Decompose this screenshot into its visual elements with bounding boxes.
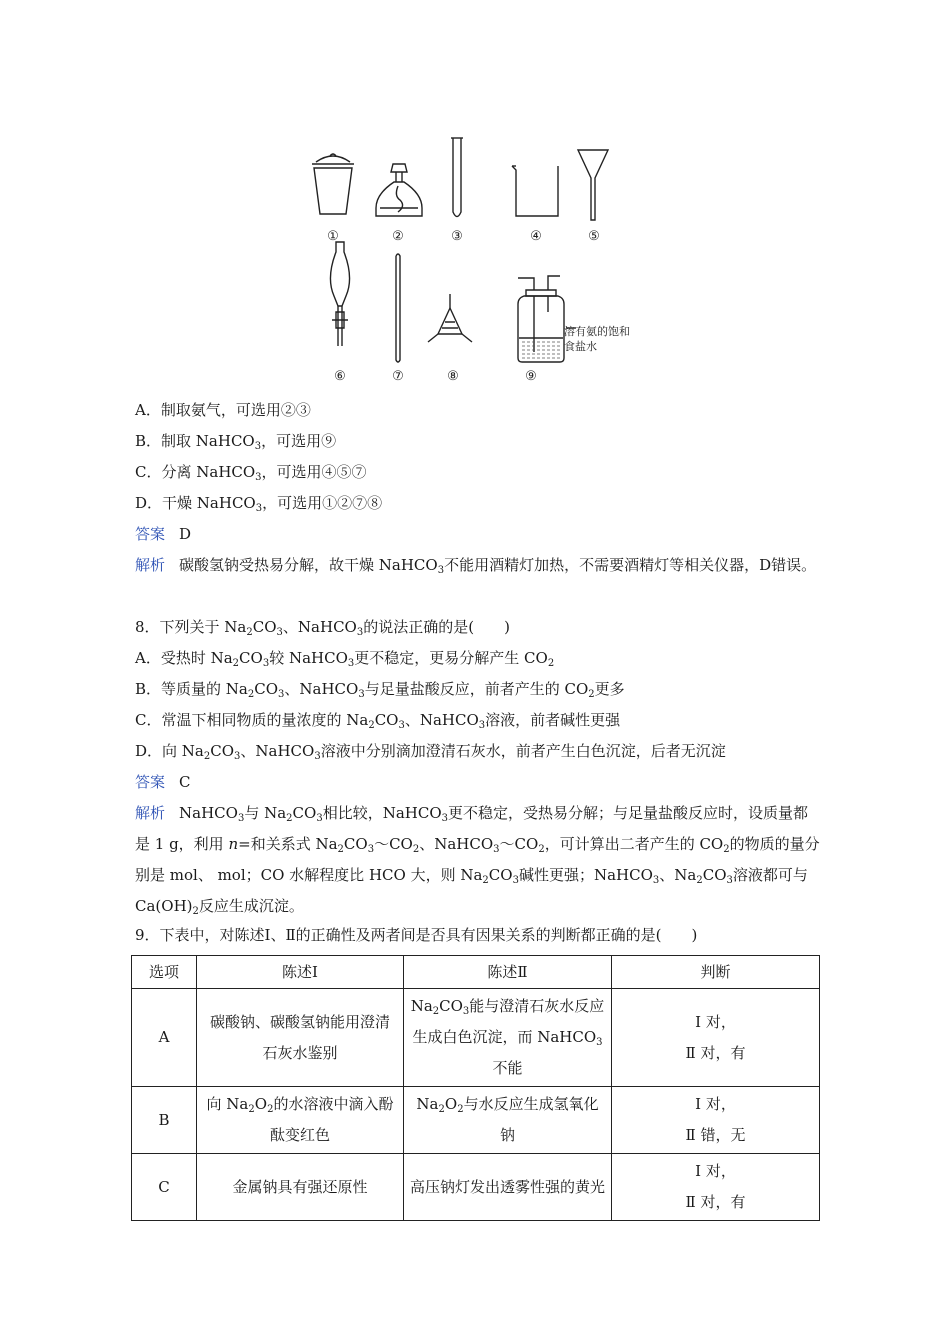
- table-row: [132, 989, 820, 1087]
- q8-d-3: 、NaHCO: [240, 742, 315, 760]
- q9-stem-text: 9．下表中，对陈述Ⅰ、Ⅱ的正确性及两者间是否具有因果关系的判断都正确的是( ): [135, 926, 698, 944]
- q8-an-p13: 的物质的量分别是 mol、 mol；CO 水解程度比 HCO 大，则 Na: [135, 835, 820, 884]
- table-row: [132, 1087, 820, 1154]
- q7-analysis-t1: 碳酸氢钠受热易分解，故干燥 NaHCO: [179, 556, 438, 574]
- q8-an-p9: ～CO: [374, 835, 413, 853]
- cell-text: 与水反应生成氢氧化钠: [463, 1095, 599, 1144]
- q8-b-4: 与足量盐酸反应，前者产生的 CO: [364, 680, 589, 698]
- header-statement-2: 陈述Ⅱ: [404, 956, 612, 989]
- q8-stem: 8．下列关于 $Na_2CO_3$、NaHCO$_3$的说法正确的是( ): [135, 618, 510, 638]
- answer-tag: 答案: [135, 773, 166, 791]
- q7-b-pre: B．制取 NaHCO: [135, 432, 255, 450]
- bottle-caption-1: 溶有氨的饱和: [564, 325, 630, 338]
- q8-an-p5: 更不稳定，受热易分解；与足量盐酸反应时，设质量都是 1 g，利用: [135, 804, 809, 853]
- q8-an-p19: 反应生成沉淀。: [198, 897, 304, 915]
- q7-answer: [135, 524, 825, 544]
- cell-text: O: [444, 1095, 458, 1113]
- cell-text: Na: [410, 997, 433, 1015]
- label-3: ③: [451, 229, 463, 244]
- row-judgement: [612, 1154, 820, 1221]
- clay-triangle: [428, 294, 472, 342]
- answer-value: C: [179, 773, 191, 791]
- q8-a-1: A．受热时 Na: [135, 649, 233, 667]
- q8-a-3: 较 NaHCO: [269, 649, 348, 667]
- table-row: [132, 1154, 820, 1221]
- beaker: [512, 166, 558, 216]
- bottle-caption-2: 食盐水: [564, 340, 597, 353]
- glass-rod: [396, 254, 400, 362]
- header-option: 选项: [132, 956, 197, 989]
- test-tube: [451, 138, 463, 217]
- q8-d-1: D．向 Na: [135, 742, 204, 760]
- row-judgement: [612, 1087, 820, 1154]
- q8-an-p12: ，可计算出二者产生的 CO: [544, 835, 724, 853]
- q8-stem-1: 8．下列关于 Na: [135, 618, 247, 636]
- crucible-with-lid: [312, 154, 354, 214]
- q9-table: [131, 955, 820, 1221]
- row-statement-1: [197, 1154, 404, 1221]
- cell-text: Ⅰ 对，: [695, 1095, 736, 1113]
- q8-b-5: 更多: [594, 680, 625, 698]
- cell-text: Ⅱ 对，有: [685, 1043, 746, 1062]
- q7-analysis: 解析 碳酸氢钠受热易分解，故干燥 NaHCO$_3$不能用酒精灯加热，不需要酒精灯等相关仪器，D错误。: [135, 556, 817, 576]
- label-1: ①: [327, 229, 339, 244]
- label-4: ④: [530, 229, 542, 244]
- header-statement-1: 陈述Ⅰ: [197, 956, 404, 989]
- q7-c-pre: C．分离 NaHCO: [135, 463, 256, 481]
- q9-stem: [135, 925, 825, 945]
- alcohol-lamp: [376, 164, 422, 216]
- label-6: ⑥: [334, 369, 346, 384]
- q8-a-4: 更不稳定，更易分解产生 CO: [354, 649, 548, 667]
- q8-an-p16: 、Na: [659, 866, 697, 884]
- q8-an-p11: ～CO: [499, 835, 539, 853]
- answer-tag: 答案: [135, 525, 166, 543]
- row-option: C: [132, 1154, 197, 1221]
- q8-an-p14: CO: [488, 866, 513, 884]
- label-8: ⑧: [447, 369, 459, 384]
- row-option: A: [132, 989, 197, 1087]
- apparatus-drawing: [290, 128, 670, 390]
- q7-d-pre: D．干燥 NaHCO: [135, 494, 256, 512]
- q7-c-post: ，可选用④⑤⑦: [261, 463, 367, 481]
- label-9: ⑨: [525, 369, 537, 384]
- q8-b-2: CO: [254, 680, 279, 698]
- label-7: ⑦: [392, 369, 404, 384]
- q7-option-c: C．分离 NaHCO$_3$，可选用④⑤⑦: [135, 463, 367, 483]
- q8-answer: [135, 772, 825, 792]
- q8-b-3: 、NaHCO: [284, 680, 359, 698]
- q8-a-2: CO: [239, 649, 263, 667]
- q8-stem-2: CO: [252, 618, 277, 636]
- analysis-tag: 解析: [135, 556, 166, 574]
- cell-text: Ⅰ 对，: [695, 1012, 736, 1031]
- row-statement-2: [404, 1154, 612, 1221]
- cell-text: 的水溶液中滴入酚酞变红色: [269, 1095, 394, 1144]
- header-judgement: 判断: [612, 956, 820, 989]
- q8-d-2: CO: [210, 742, 235, 760]
- q8-c-3: 、NaHCO: [404, 711, 479, 729]
- q8-an-p18: 溶液都可与 Ca(OH): [135, 866, 808, 915]
- q8-analysis: 解析 NaHCO$_3$与 $Na_2CO_3$相比较，NaHCO$_3$更不稳定，受热易分解；与足量盐酸反应时，设质量都是 1 g，利用 n=和关系式 $Na_2CO_3\sim CO_2$、$NaHCO_3\sim CO_2$，可计算出二者产生的 $CO_2$的物质的量分别是 mol、 mol；CO 水解程度比 HCO 大，则 $Na_2CO_3$碱性更强；NaHCO$_3$、$Na_2CO_3$溶液都可与 $Ca(OH)_2$反应生成沉淀。: [135, 804, 820, 917]
- answer-value: D: [179, 525, 192, 543]
- q8-an-p4: 相比较，NaHCO: [322, 804, 442, 822]
- row-judgement: [612, 989, 820, 1087]
- q8-option-d: D．向 $Na_2CO_3$、NaHCO$_3$溶液中分别滴加澄清石灰水，前者产生白色沉淀，后者无沉淀: [135, 742, 726, 762]
- q8-option-c: C．常温下相同物质的量浓度的 $Na_2CO_3$、NaHCO$_3$溶液，前者碱性更强: [135, 711, 621, 731]
- row-statement-2: $Na_2O_2$与水反应生成氢氧化钠: [404, 1087, 612, 1154]
- q8-an-p8: CO: [343, 835, 368, 853]
- q7-option-b: B．制取 NaHCO$_3$，可选用⑨: [135, 432, 337, 452]
- apparatus-figure: [290, 128, 670, 390]
- q7-analysis-t2: 不能用酒精灯加热，不需要酒精灯等相关仪器，D错误。: [444, 556, 817, 574]
- cell-text: Ⅰ 对，: [695, 1162, 736, 1180]
- q8-c-1: C．常温下相同物质的量浓度的 Na: [135, 711, 369, 729]
- separatory-funnel: [330, 242, 349, 346]
- q8-option-b: B．等质量的 $Na_2CO_3$、NaHCO$_3$与足量盐酸反应，前者产生的 $CO_2$更多: [135, 680, 625, 700]
- cell-text: O: [254, 1095, 268, 1113]
- funnel: [578, 150, 608, 220]
- analysis-tag: 解析: [135, 804, 166, 822]
- cell-text: 碳酸钠、碳酸氢钠能用澄清石灰水鉴别: [209, 1012, 390, 1062]
- q8-option-a: A．受热时 $Na_2CO_3$较 NaHCO$_3$更不稳定，更易分解产生 $CO_2$: [135, 649, 555, 669]
- cell-text: 向 Na: [206, 1095, 249, 1113]
- bottle-liquid-hatching: [522, 342, 560, 358]
- row-statement-1: 向 $Na_2O_2$的水溶液中滴入酚酞变红色: [197, 1087, 404, 1154]
- cell-text: 不能: [492, 1059, 523, 1077]
- q8-stem-3: 、NaHCO: [282, 618, 357, 636]
- row-statement-2: $Na_2CO_3$能与澄清石灰水反应生成白色沉淀，而 NaHCO$_3$不能: [404, 989, 612, 1087]
- q8-an-p6: n: [228, 835, 239, 853]
- cell-text: Ⅱ 错，无: [685, 1126, 746, 1144]
- cell-text: Na: [416, 1095, 439, 1113]
- q8-c-2: CO: [374, 711, 399, 729]
- q8-an-p15: 碱性更强；NaHCO: [518, 866, 653, 884]
- cell-text: 金属钠具有强还原性: [232, 1177, 368, 1196]
- q8-d-4: 溶液中分别滴加澄清石灰水，前者产生白色沉淀，后者无沉淀: [320, 742, 726, 760]
- q8-stem-4: 的说法正确的是( ): [363, 618, 510, 636]
- q7-option-a: [135, 400, 825, 420]
- cell-text: 能与澄清石灰水反应生成白色沉淀，而 NaHCO: [412, 997, 605, 1046]
- cell-text: 高压钠灯发出透雾性强的黄光: [410, 1177, 606, 1196]
- label-2: ②: [392, 229, 404, 244]
- cell-text: Ⅱ 对，有: [685, 1193, 746, 1211]
- q8-an-p17: CO: [702, 866, 727, 884]
- gas-wash-bottle: [518, 276, 564, 362]
- q7-option-d: D．干燥 NaHCO$_3$，可选用①②⑦⑧: [135, 494, 383, 514]
- q8-an-p10: 、NaHCO: [419, 835, 494, 853]
- q8-c-4: 溶液，前者碱性更强: [485, 711, 621, 729]
- cell-text: CO: [439, 997, 463, 1015]
- q8-b-1: B．等质量的 Na: [135, 680, 248, 698]
- q8-an-p3: CO: [292, 804, 317, 822]
- row-statement-1: [197, 989, 404, 1087]
- q7-b-post: ，可选用⑨: [261, 432, 337, 450]
- q7-option-a-text: A．制取氨气，可选用②③: [135, 401, 311, 419]
- q8-an-p2: 与 Na: [244, 804, 287, 822]
- table-header-row: [132, 956, 820, 989]
- q8-an-p1: NaHCO: [179, 804, 238, 822]
- label-5: ⑤: [588, 229, 600, 244]
- row-option: B: [132, 1087, 197, 1154]
- q8-an-p7: =和关系式 Na: [238, 835, 338, 853]
- q7-d-post: ，可选用①②⑦⑧: [262, 494, 383, 512]
